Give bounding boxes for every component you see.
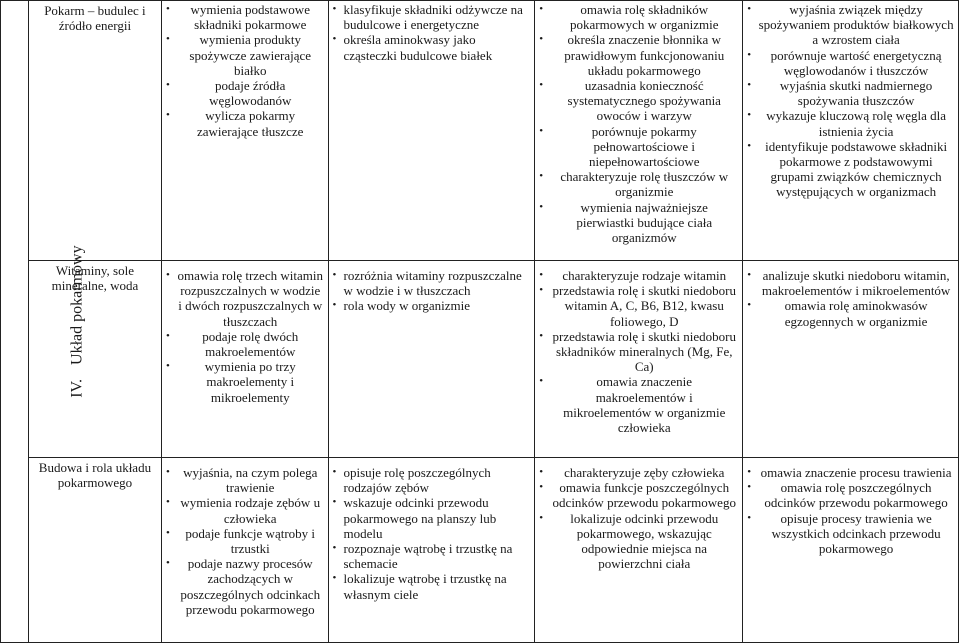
requirements-list [166,465,324,617]
list-item: • podaje funkcje wątroby i trzustki [166,526,324,556]
list-item: • podaje rolę dwóch makroelementów [166,329,324,359]
list-item: • podaje źródła węglowodanów [166,78,324,108]
list-item: • klasyfikuje składniki odżywcze na budulcowe i energetyczne [333,2,531,32]
list-item: • lokalizuje odcinki przewodu pokarmowego, wskazując odpowiednie miejsca na powierzchni ciała [539,511,738,572]
requirements-cell [743,1,959,261]
list-item: • omawia znaczenie procesu trawienia [747,465,954,480]
requirements-cell [535,1,743,261]
list-item: • przedstawia rolę i skutki niedoboru witamin A, C, B6, B12, kwasu foliowego, D [539,283,738,329]
topic-cell: Budowa i rola układu pokarmowego [28,458,161,643]
list-item: • określa aminokwasy jako cząsteczki budulcowe białek [333,32,531,62]
list-item: • wymienia po trzy makroelementy i mikroelementy [166,359,324,405]
list-item: • wykazuje kluczową rolę węgla dla istnienia życia [747,108,954,138]
requirements-cell [743,261,959,458]
list-item: • wymienia najważniejsze pierwiastki budujące ciała organizmów [539,200,738,246]
list-item: • wymienia podstawowe składniki pokarmowe [166,2,324,32]
requirements-list [333,2,531,63]
list-item: • wskazuje odcinki przewodu pokarmowego na planszy lub modelu [333,495,531,541]
requirements-cell [535,261,743,458]
list-item: • podaje nazwy procesów zachodzących w poszczególnych odcinkach przewodu pokarmowego [166,556,324,617]
list-item: • omawia rolę aminokwasów egzogennych w organizmie [747,298,954,328]
list-item: • wyjaśnia, na czym polega trawienie [166,465,324,495]
list-item: • porównuje wartość energetyczną węglowodanów i tłuszczów [747,48,954,78]
table-row [1,458,959,643]
requirements-cell [161,1,328,261]
table-row [1,261,959,458]
requirements-cell [328,1,535,261]
list-item: • przedstawia rolę i skutki niedoboru składników mineralnych (Mg, Fe, Ca) [539,329,738,375]
list-item: • omawia rolę poszczególnych odcinków przewodu pokarmowego [747,480,954,510]
requirements-cell [161,261,328,458]
list-item: • opisuje procesy trawienia we wszystkich odcinkach przewodu pokarmowego [747,511,954,557]
requirements-list [333,465,531,602]
requirements-list [747,465,954,556]
table-row [1,1,959,261]
list-item: • wyjaśnia związek między spożywaniem produktów białkowych a wzrostem ciała [747,2,954,48]
list-item: • rozróżnia witaminy rozpuszczalne w wodzie i w tłuszczach [333,268,531,298]
list-item: • opisuje rolę poszczególnych rodzajów zębów [333,465,531,495]
list-item: • określa znaczenie błonnika w prawidłowym funkcjonowaniu układu pokarmowego [539,32,738,78]
section-number: IV. [68,378,86,398]
requirements-list [333,268,531,314]
list-item: • omawia funkcje poszczególnych odcinków przewodu pokarmowego [539,480,738,510]
requirements-cell [328,261,535,458]
requirements-list [166,2,324,139]
list-item: • lokalizuje wątrobę i trzustkę na własnym ciele [333,571,531,601]
requirements-list [747,268,954,329]
requirements-cell [535,458,743,643]
requirements-list [747,2,954,200]
requirements-cell [328,458,535,643]
list-item: • wymienia produkty spożywcze zawierające białko [166,32,324,78]
requirements-list [539,465,738,571]
section-heading [70,245,85,397]
list-item: • identyfikuje podstawowe składniki pokarmowe z podstawowymi grupami związków chemicznych występujących w organizmach [747,139,954,200]
list-item: • wyjaśnia skutki nadmiernego spożywania tłuszczów [747,78,954,108]
list-item: • charakteryzuje rodzaje witamin [539,268,738,283]
requirements-cell [743,458,959,643]
list-item: • wymienia rodzaje zębów u człowieka [166,495,324,525]
section-cell [1,1,86,643]
topic-cell: Pokarm – budulec i źródło energii [28,1,161,261]
requirements-list [539,2,738,245]
requirements-list [539,268,738,435]
list-item: • uzasadnia konieczność systematycznego spożywania owoców i warzyw [539,78,738,124]
list-item: • rola wody w organizmie [333,298,531,313]
list-item: • charakteryzuje zęby człowieka [539,465,738,480]
requirements-list [166,268,324,405]
list-item: • charakteryzuje rolę tłuszczów w organizmie [539,169,738,199]
list-item: • omawia znaczenie makroelementów i mikroelementów w organizmie człowieka [539,374,738,435]
requirements-cell [161,458,328,643]
topic-cell: Witaminy, sole mineralne, woda [28,261,161,458]
list-item: • omawia rolę trzech witamin rozpuszczalnych w wodzie i dwóch rozpuszczalnych w tłuszczach [166,268,324,329]
list-item: • omawia rolę składników pokarmowych w organizmie [539,2,738,32]
list-item: • wylicza pokarmy zawierające tłuszcze [166,108,324,138]
section-title: Układ pokarmowy [68,245,86,365]
list-item: • porównuje pokarmy pełnowartościowe i niepełnowartościowe [539,124,738,170]
list-item: • rozpoznaje wątrobę i trzustkę na schemacie [333,541,531,571]
list-item: • analizuje skutki niedoboru witamin, makroelementów i mikroelementów [747,268,954,298]
